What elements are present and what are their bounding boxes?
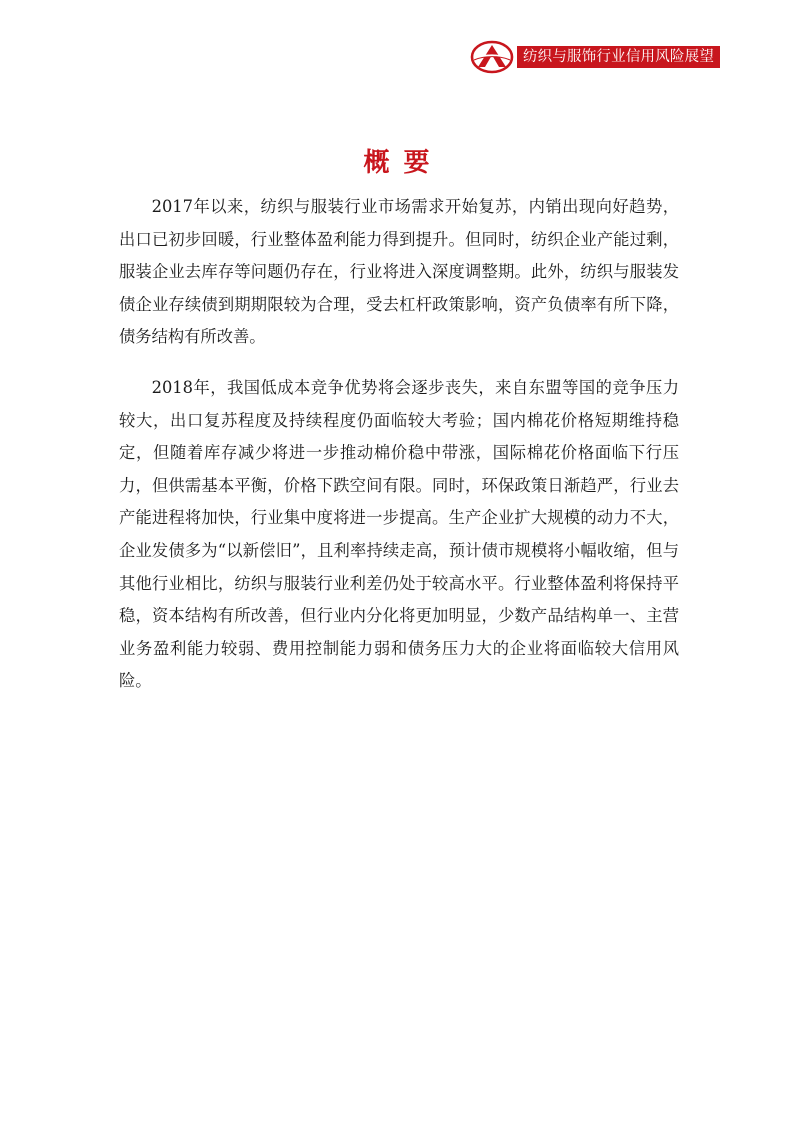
document-body [119, 191, 679, 698]
page-header [470, 40, 720, 74]
company-logo-icon [470, 40, 514, 74]
header-banner: 纺织与服饰行业信用风险展望 [517, 46, 720, 68]
paragraph-2: 2018年，我国低成本竞争优势将会逐步丧失，来自东盟等国的竞争压力较大，出口复苏程度及持续程度仍面临较大考验；国内棉花价格短期维持稳定，但随着库存减少将进一步推动棉价稳中带涨，国际棉花价格面临下行压力，但供需基本平衡，价格下跌空间有限。同时，环保政策日渐趋严，行业去产能进程将加快，行业集中度将进一步提高。生产企业扩大规模的动力不大，企业发债多为“以新偿旧”，且利率持续走高，预计债市规模将小幅收缩，但与其他行业相比，纺织与服装行业利差仍处于较高水平。行业整体盈利将保持平稳，资本结构有所改善，但行业内分化将更加明显，少数产品结构单一、主营业务盈利能力较弱、费用控制能力弱和债务压力大的企业将面临较大信用风险。 [119, 377, 679, 691]
paragraph-1: 2017年以来，纺织与服装行业市场需求开始复苏，内销出现向好趋势，出口已初步回暖，行业整体盈利能力得到提升。但同时，纺织企业产能过剩，服装企业去库存等问题仍存在，行业将进入深度调整期。此外，纺织与服装发债企业存续债到期期限较为合理，受去杠杆政策影响，资产负债率有所下降，债务结构有所改善。 [119, 197, 679, 347]
page-title: 概要 [363, 148, 444, 178]
